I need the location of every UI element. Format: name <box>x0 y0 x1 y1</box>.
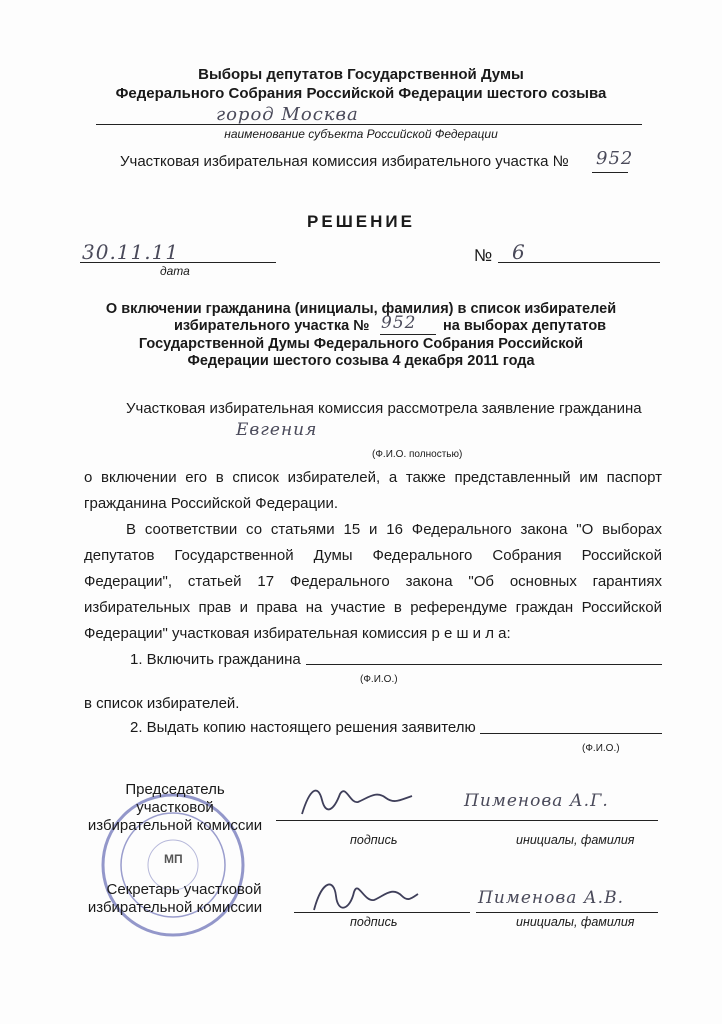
commission-text: Участковая избирательная комиссия избирательного участка № <box>120 153 569 170</box>
paragraph-2-line-4: избирательных прав и права на участие в референдуме граждан Российской <box>84 599 662 616</box>
secretary-signature <box>306 874 420 920</box>
chair-signature-line <box>276 820 464 821</box>
document-title: РЕШЕНИЕ <box>307 212 415 231</box>
decision-number-value: 6 <box>512 240 526 264</box>
secretary-name-caption: инициалы, фамилия <box>516 915 635 929</box>
paragraph-1-line-1: Участковая избирательная комиссия рассмотрела заявление гражданина <box>126 400 642 417</box>
paragraph-2-line-3: Федерации", статьей 17 Федерального закона "Об основных гарантиях <box>84 573 662 590</box>
paragraph-2-line-2: депутатов Государственной Думы Федерального Собрания Российской <box>84 547 662 564</box>
chair-title-line-3: избирательной комиссии <box>87 817 263 834</box>
item-1-text: 1. Включить гражданина <box>130 651 301 668</box>
subject-handwritten: город Москва <box>216 104 359 125</box>
secretary-name-handwritten: Пименова А.В. <box>478 888 624 908</box>
secretary-signature-caption: подпись <box>350 915 398 929</box>
chair-name-handwritten: Пименова А.Г. <box>464 791 609 811</box>
decision-number-label: № <box>474 246 493 265</box>
election-subtitle: Федерального Собрания Российской Федерации шестого созыва <box>115 85 607 102</box>
decision-date-line <box>80 262 276 263</box>
heading-line-2-post: на выборах депутатов <box>443 318 607 334</box>
heading-line-1: О включении гражданина (инициалы, фамилия) в список избирателей <box>105 301 617 317</box>
paragraph-2-line-5: Федерации" участковая избирательная комиссия р е ш и л а: <box>84 625 511 642</box>
item-1-fio-line <box>306 664 662 665</box>
subject-caption: наименование субъекта Российской Федерации <box>224 127 498 141</box>
heading-line-4: Федерации шестого созыва 4 декабря 2011 года <box>187 353 535 369</box>
heading-station-number: 952 <box>381 313 417 333</box>
chair-title-line-1: Председатель <box>125 781 225 798</box>
secretary-title-line-1: Секретарь участковой <box>106 881 262 898</box>
heading-number-line <box>380 334 436 335</box>
paragraph-1-line-2: о включении его в список избирателей, а также представленный им паспорт <box>84 469 662 486</box>
item-1-cont: в список избирателей. <box>84 695 240 712</box>
chair-signature <box>296 780 416 824</box>
paragraph-1-line-3: гражданина Российской Федерации. <box>84 495 339 512</box>
secretary-title-line-2: избирательной комиссии <box>87 899 263 916</box>
subject-line <box>96 124 642 125</box>
chair-name-caption: инициалы, фамилия <box>516 833 635 847</box>
stamp-label: МП <box>164 852 183 866</box>
commission-number: 952 <box>596 148 634 169</box>
item-2-fio-caption: (Ф.И.О.) <box>582 743 620 754</box>
decision-number-line <box>498 262 660 263</box>
decision-date-caption: дата <box>160 264 190 278</box>
chair-title-line-2: участковой <box>136 799 214 816</box>
chair-name-line <box>462 820 658 821</box>
election-title: Выборы депутатов Государственной Думы <box>198 66 524 83</box>
heading-line-2-pre: избирательного участка № <box>174 318 370 334</box>
secretary-signature-line <box>294 912 470 913</box>
secretary-name-line <box>476 912 658 913</box>
item-1-fio-caption: (Ф.И.О.) <box>360 674 398 685</box>
applicant-handwritten: Евгения <box>236 420 318 440</box>
item-2-text: 2. Выдать копию настоящего решения заявителю <box>130 719 476 736</box>
chair-signature-caption: подпись <box>350 833 398 847</box>
applicant-fio-caption: (Ф.И.О. полностью) <box>372 449 463 460</box>
decision-date-value: 30.11.11 <box>82 240 180 264</box>
heading-line-3: Государственной Думы Федерального Собрания Российской <box>138 336 584 352</box>
paragraph-2-line-1: В соответствии со статьями 15 и 16 Федерального закона "О выборах <box>126 521 662 538</box>
item-2-fio-line <box>480 733 662 734</box>
commission-number-line <box>592 172 628 173</box>
